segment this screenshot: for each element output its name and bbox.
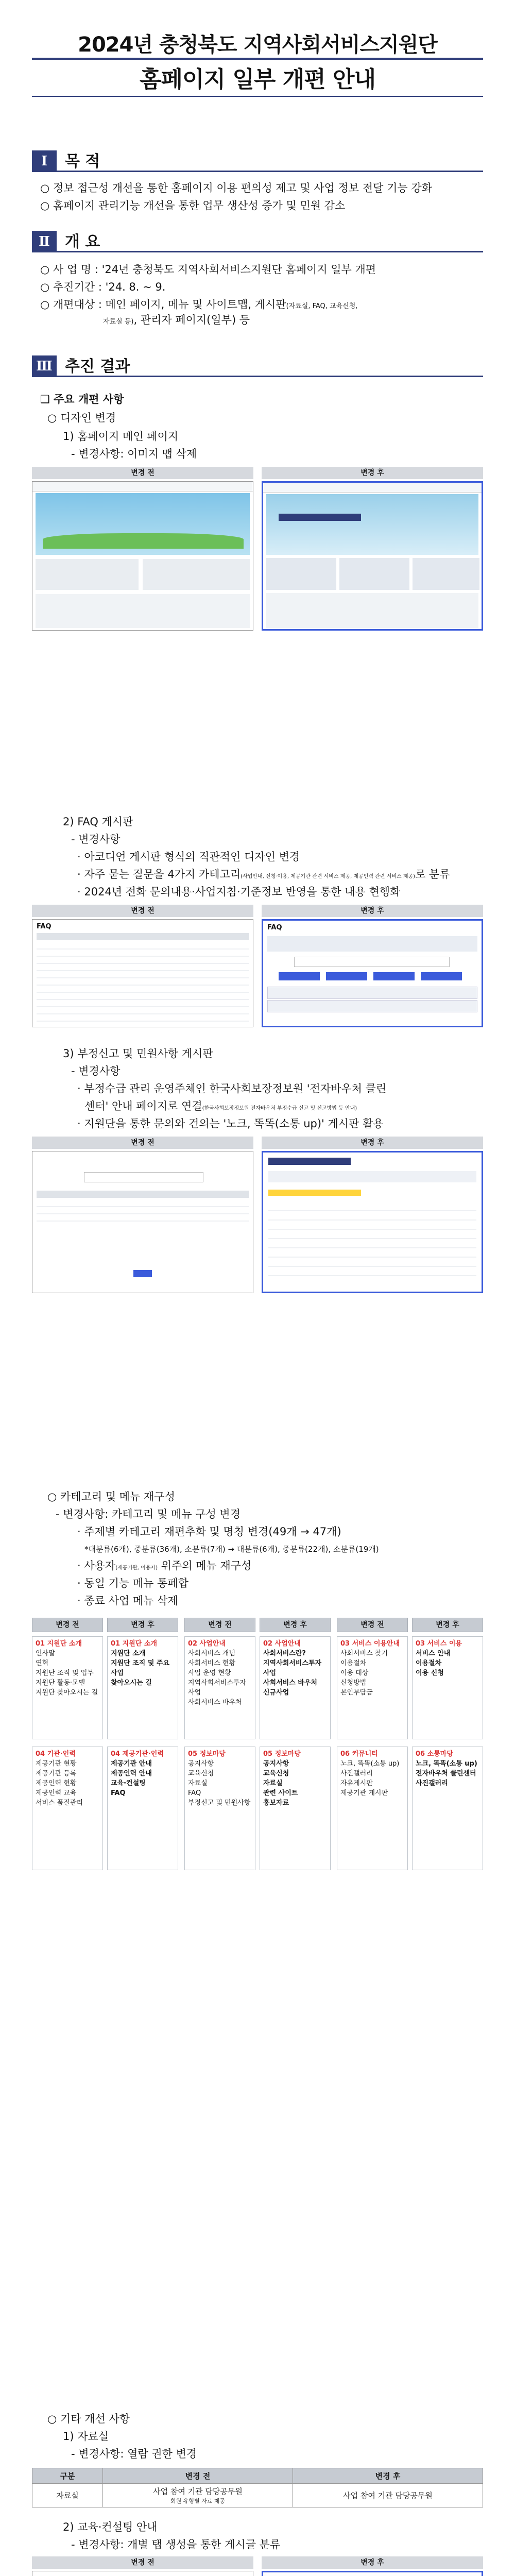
before-label: 변경 전 [337,1618,408,1632]
archive-heading: 1) 자료실 [63,2430,109,2443]
purpose-line-2: ○ 홈페이지 관리기능 개선을 통한 업무 생산성 증가 및 민원 감소 [40,199,346,212]
category-bullet-4: · 종료 사업 메뉴 삭제 [77,1595,178,1607]
faq-bullet-2: · 자주 묻는 질문을 4가지 카테고리(사업안내, 신청·이용, 제공기관 관련 서비스 제공, 제공인력 관련 서비스 제공)로 분류 [77,868,450,880]
overview-line-4: 자료실 등), 관리자 페이지(일부) 등 [103,314,250,326]
training-change: - 변경사항: 개별 탭 생성을 통한 게시글 분류 [71,2538,281,2551]
category-heading: ○ 카테고리 및 메뉴 재구성 [47,1490,175,1503]
category-comparison-grid [32,1618,483,2349]
main-before-screenshot [32,481,253,631]
overview-line-1: ○ 사 업 명 : '24년 충청북도 지역사회서비스지원단 홈페이지 일부 개편 [40,263,376,276]
after-label: 변경 후 [262,905,483,917]
before-label: 변경 전 [32,467,253,479]
category-before-cell: 03 서비스 이용안내 사회서비스 찾기 이용절차 이용 대상 신청방법 본인부담금 [337,1636,408,1739]
overview-line-2: ○ 추진기간 : '24. 8. ~ 9. [40,281,166,293]
before-label: 변경 전 [32,905,253,917]
category-before-cell: 04 기관·인력 제공기관 현황 제공기관 등록 제공인력 현황 제공인력 교육 서비스 품질관리 [32,1747,103,1870]
category-before-cell: 06 커뮤니티 노크, 똑똑(소통 up) 사진갤러리 자유게시판 제공기관 게시판 [337,1747,408,1870]
section-label: 추진 결과 [65,358,130,376]
training-before-screenshot [32,2571,253,2576]
faq-change: - 변경사항 [71,833,121,845]
after-label: 변경 후 [262,2556,483,2569]
main-items-heading: ❑ 주요 개편 사항 [40,393,124,405]
category-bullet-3: · 동일 기능 메뉴 통폐합 [77,1577,188,1589]
category-before-cell: 01 지원단 소개 인사말 연혁 지원단 조직 및 업무 지원단 활동·모델 지원단 찾아오시는 길 [32,1636,103,1739]
faq-heading: 2) FAQ 게시판 [63,816,133,828]
section-label: 목 적 [65,152,100,171]
section-results-header [32,355,483,377]
overview-line-3: ○ 개편대상 : 메인 페이지, 메뉴 및 사이트맵, 게시판(자료실, FAQ, 교육신청, [40,298,358,311]
section-purpose-header [32,150,483,172]
category-after-cell: 02 사업안내 사회서비스란? 지역사회서비스투자사업 사회서비스 바우처 신규사업 [260,1636,331,1739]
section-number: Ⅱ [32,231,57,252]
section-label: 개 요 [65,233,100,251]
table-header: 변경 전 [103,2468,293,2484]
after-label: 변경 후 [260,1618,331,1632]
table-header: 구분 [32,2468,103,2484]
category-after-cell: 06 소통마당 노크, 똑똑(소통 up) 전자바우처 클린센터 사진갤러리 [412,1747,483,1870]
after-label: 변경 후 [107,1618,178,1632]
title-rule [32,58,483,60]
before-label: 변경 전 [184,1618,255,1632]
table-cell: 사업 참여 기관 담당공무원 회원 유형별 자료 제공 [103,2484,293,2507]
report-bullet-1: · 부정수급 관리 운영주체인 한국사회보장정보원 '전자바우처 클린 [77,1082,387,1095]
other-heading: ○ 기타 개선 사항 [47,2413,130,2425]
faq-after-screenshot: FAQ [262,919,483,1027]
design-change-heading: ○ 디자인 변경 [47,412,116,424]
category-after-cell: 01 지원단 소개 지원단 소개 지원단 조직 및 주요사업 찾아오시는 길 [107,1636,178,1739]
title-rule-bottom [32,96,483,97]
report-change: - 변경사항 [71,1065,121,1077]
after-label: 변경 후 [262,1137,483,1149]
table-row-label: 자료실 [32,2484,103,2507]
table-cell: 사업 참여 기관 담당공무원 [293,2484,483,2507]
category-after-cell: 04 제공기관·인력 제공기관 안내 제공인력 안내 교육·컨설팅 FAQ [107,1747,178,1870]
category-after-cell: 05 정보마당 공지사항 교육신청 자료실 관련 사이트 홍보자료 [260,1747,331,1870]
report-bullet-2: · 지원단을 통한 문의와 건의는 '노크, 똑똑(소통 up)' 게시판 활용 [77,1117,384,1130]
archive-change: - 변경사항: 열람 권한 변경 [71,2448,197,2460]
training-after-screenshot [262,2571,483,2576]
faq-bullet-3: · 2024년 전화 문의내용·사업지침·기준정보 반영을 통한 내용 현행화 [77,886,401,898]
purpose-line-1: ○ 정보 접근성 개선을 통한 홈페이지 이용 편의성 제고 및 사업 정보 전달 기능 강화 [40,182,432,194]
section-number: Ⅰ [32,150,57,172]
category-after-cell: 03 서비스 이용 서비스 안내 이용절차 이용 신청 [412,1636,483,1739]
main-page-change: - 변경사항: 이미지 맵 삭제 [71,448,197,460]
archive-permission-table [32,2468,483,2507]
report-heading: 3) 부정신고 및 민원사항 게시판 [63,1047,213,1060]
section-number: Ⅲ [32,355,57,377]
main-after-screenshot [262,481,483,631]
table-header: 변경 후 [293,2468,483,2484]
section-overview-header [32,231,483,252]
category-bullet-2: · 사용자(제공기관, 이용자) 위주의 메뉴 재구성 [77,1560,252,1572]
category-before-cell: 02 사업안내 사회서비스 개념 사회서비스 현황 사업 운영 현황 지역사회서비스투자사업 사회서비스 바우처 [184,1636,255,1739]
category-bullet-1: · 주제별 카테고리 재편추화 및 명칭 변경(49개 → 47개) [77,1526,341,1538]
after-label: 변경 후 [262,467,483,479]
category-change: - 변경사항: 카테고리 및 메뉴 구성 변경 [56,1508,241,1520]
training-heading: 2) 교육·컨설팅 안내 [63,2521,158,2533]
after-label: 변경 후 [412,1618,483,1632]
report-before-screenshot [32,1151,253,1293]
before-label: 변경 전 [32,2556,253,2569]
main-page-heading: 1) 홈페이지 메인 페이지 [63,430,179,443]
faq-before-screenshot: FAQ [32,919,253,1027]
page-title: 홈페이지 일부 개편 안내 [140,66,375,93]
before-label: 변경 전 [32,1618,103,1632]
category-note: *대분류(6개), 중분류(36개), 소분류(7개) → 대분류(6개), 중분류(22개), 소분류(19개) [84,1545,379,1554]
org-title: 2024년 충청북도 지역사회서비스지원단 [78,33,437,57]
faq-bullet-1: · 아코디언 게시판 형식의 직관적인 디자인 변경 [77,851,300,863]
report-bullet-1b: 센터' 안내 페이지로 연결(한국사회보장정보원 전자바우처 부정수급 신고 및 신고방법 등 안내) [84,1100,357,1112]
before-label: 변경 전 [32,1137,253,1149]
report-after-screenshot [262,1151,483,1293]
category-before-cell: 05 정보마당 공지사항 교육신청 자료실 FAQ 부정신고 및 민원사항 [184,1747,255,1870]
